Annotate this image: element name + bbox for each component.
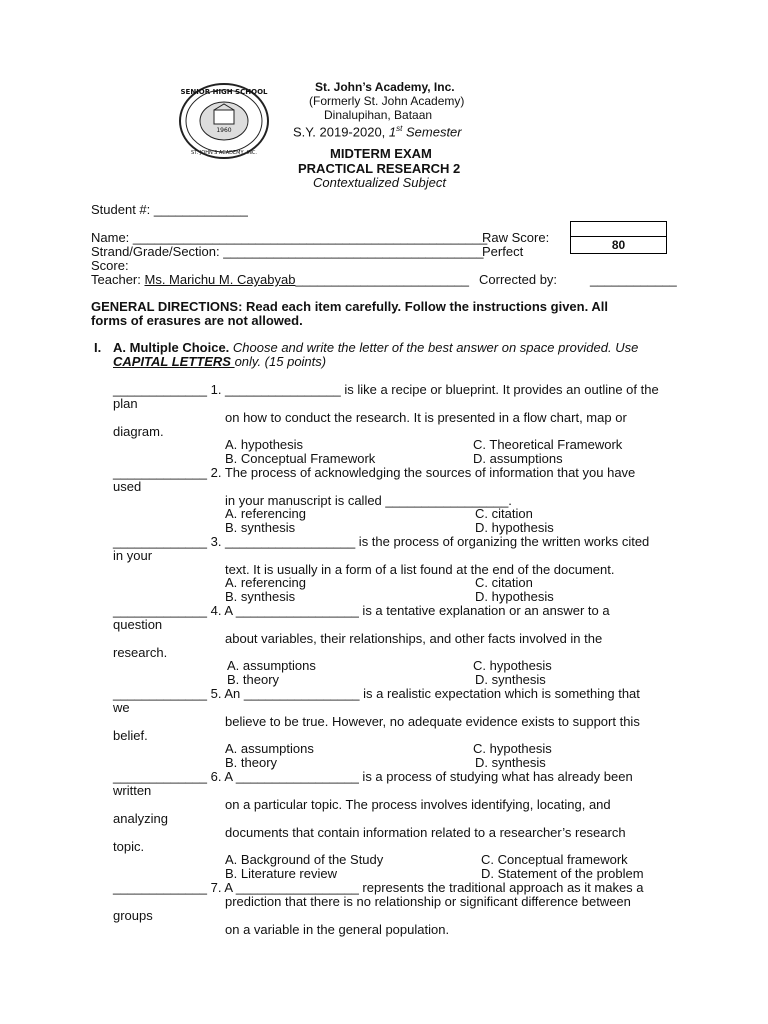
question-2-stem: _____________ 2. The process of acknowledging the sources of information that you have [113, 465, 636, 480]
question-1-option-c: C. Theoretical Framework [473, 437, 623, 452]
question-6-wrap2: analyzing [113, 811, 168, 826]
question-5-option-c: C. hypothesis [473, 741, 552, 756]
question-5-stem: _____________ 5. An ________________ is a realistic expectation which is something that [113, 686, 640, 701]
general-directions-line1: GENERAL DIRECTIONS: Read each item carefully. Follow the instructions given. All [91, 299, 608, 314]
corrected-by-label: Corrected by: [479, 272, 558, 287]
question-7-text2: on a variable in the general population. [225, 922, 450, 937]
section-instruction-line2: CAPITAL LETTERS only. (15 points) [113, 354, 327, 369]
question-2-text: in your manuscript is called _________________. [225, 493, 512, 508]
student-number-field[interactable]: Student #: _____________ [91, 202, 248, 217]
raw-score-label: Raw Score: [482, 230, 550, 245]
teacher-name: Ms. Marichu M. Cayabyab [144, 272, 296, 287]
question-5-text: believe to be true. However, no adequate evidence exists to support this [225, 714, 640, 729]
question-5-option-b: B. theory [225, 755, 278, 770]
question-6-option-a: A. Background of the Study [225, 852, 384, 867]
question-7-wrap: groups [113, 908, 153, 923]
question-6-option-c: C. Conceptual framework [481, 852, 628, 867]
question-6-option-b: B. Literature review [225, 866, 337, 881]
question-3-text: text. It is usually in a form of a list found at the end of the document. [225, 562, 615, 577]
corrected-by-field[interactable]: ____________ [590, 272, 677, 287]
question-3-wrap: in your [113, 548, 153, 563]
school-seal-logo [178, 82, 270, 160]
svg-text:1960: 1960 [216, 127, 232, 134]
question-5-wrap: we [113, 700, 130, 715]
school-name: St. John’s Academy, Inc. [315, 80, 455, 94]
svg-text:ST. JOHN'S ACADEMY, INC.: ST. JOHN'S ACADEMY, INC. [191, 150, 257, 156]
question-6-text2: documents that contain information related to a researcher’s research [225, 825, 626, 840]
question-4-wrap: question [113, 617, 163, 632]
question-4-option-a: A. assumptions [227, 658, 316, 673]
question-6-option-d: D. Statement of the problem [481, 866, 644, 881]
question-1-option-a: A. hypothesis [225, 437, 304, 452]
question-1-text: on how to conduct the research. It is presented in a flow chart, map or [225, 410, 627, 425]
section-number: I. [94, 340, 102, 355]
question-6-text: on a particular topic. The process involves identifying, locating, and [225, 797, 611, 812]
question-6-wrap: written [113, 783, 152, 798]
exam-title: MIDTERM EXAM [330, 146, 432, 161]
question-1-wrap: plan [113, 396, 138, 411]
question-4-option-b: B. theory [227, 672, 280, 687]
question-3-stem: _____________ 3. __________________ is the process of organizing the written works cited [113, 534, 650, 549]
question-7-stem: _____________ 7. A _________________ represents the traditional approach as it makes a [113, 880, 644, 895]
subject-title: PRACTICAL RESEARCH 2 [298, 161, 461, 176]
question-2-option-d: D. hypothesis [475, 520, 554, 535]
question-1-option-d: D. assumptions [473, 451, 563, 466]
question-4-option-d: D. synthesis [475, 672, 546, 687]
question-2-option-c: C. citation [475, 506, 533, 521]
question-3-option-c: C. citation [475, 575, 533, 590]
question-3-option-d: D. hypothesis [475, 589, 554, 604]
question-5-option-a: A. assumptions [225, 741, 314, 756]
score-box [570, 221, 667, 254]
question-2-option-a: A. referencing [225, 506, 306, 521]
perfect-label: Perfect [482, 244, 524, 259]
question-4-wrap2: research. [113, 645, 168, 660]
question-4-stem: _____________ 4. A _________________ is a tentative explanation or an answer to a [113, 603, 610, 618]
question-4-text: about variables, their relationships, and other facts involved in the [225, 631, 603, 646]
question-6-stem: _____________ 6. A _________________ is a process of studying what has already been [113, 769, 633, 784]
question-6-wrap3: topic. [113, 839, 145, 854]
general-directions-line2: forms of erasures are not allowed. [91, 313, 303, 328]
section-heading: A. Multiple Choice. Choose and write the letter of the best answer on space provided. Use [113, 340, 639, 355]
question-1-option-b: B. Conceptual Framework [225, 451, 376, 466]
perfect-score-value: 80 [611, 238, 626, 252]
school-year: S.Y. 2019-2020, 1st Semester [293, 124, 462, 140]
school-former-name: (Formerly St. John Academy) [309, 94, 465, 108]
question-2-wrap: used [113, 479, 142, 494]
teacher-line: Teacher: Ms. Marichu M. Cayabyab________________________ [91, 272, 470, 287]
question-5-wrap2: belief. [113, 728, 148, 743]
question-4-option-c: C. hypothesis [473, 658, 552, 673]
question-3-option-b: B. synthesis [225, 589, 296, 604]
subject-type: Contextualized Subject [313, 175, 446, 190]
score-label: Score: [91, 258, 129, 273]
question-1-stem: _____________ 1. ________________ is like a recipe or blueprint. It provides an outline of the [113, 382, 659, 397]
question-1-wrap2: diagram. [113, 424, 164, 439]
school-location: Dinalupihan, Bataan [324, 108, 433, 122]
question-3-option-a: A. referencing [225, 575, 306, 590]
name-field[interactable]: Name: _________________________________________________ [91, 230, 488, 245]
strand-grade-section-field[interactable]: Strand/Grade/Section: ____________________________________ [91, 244, 484, 259]
question-7-text: prediction that there is no relationship or significant difference between [225, 894, 631, 909]
svg-text:SENIOR HIGH SCHOOL: SENIOR HIGH SCHOOL [180, 88, 268, 96]
question-5-option-d: D. synthesis [475, 755, 546, 770]
question-2-option-b: B. synthesis [225, 520, 296, 535]
